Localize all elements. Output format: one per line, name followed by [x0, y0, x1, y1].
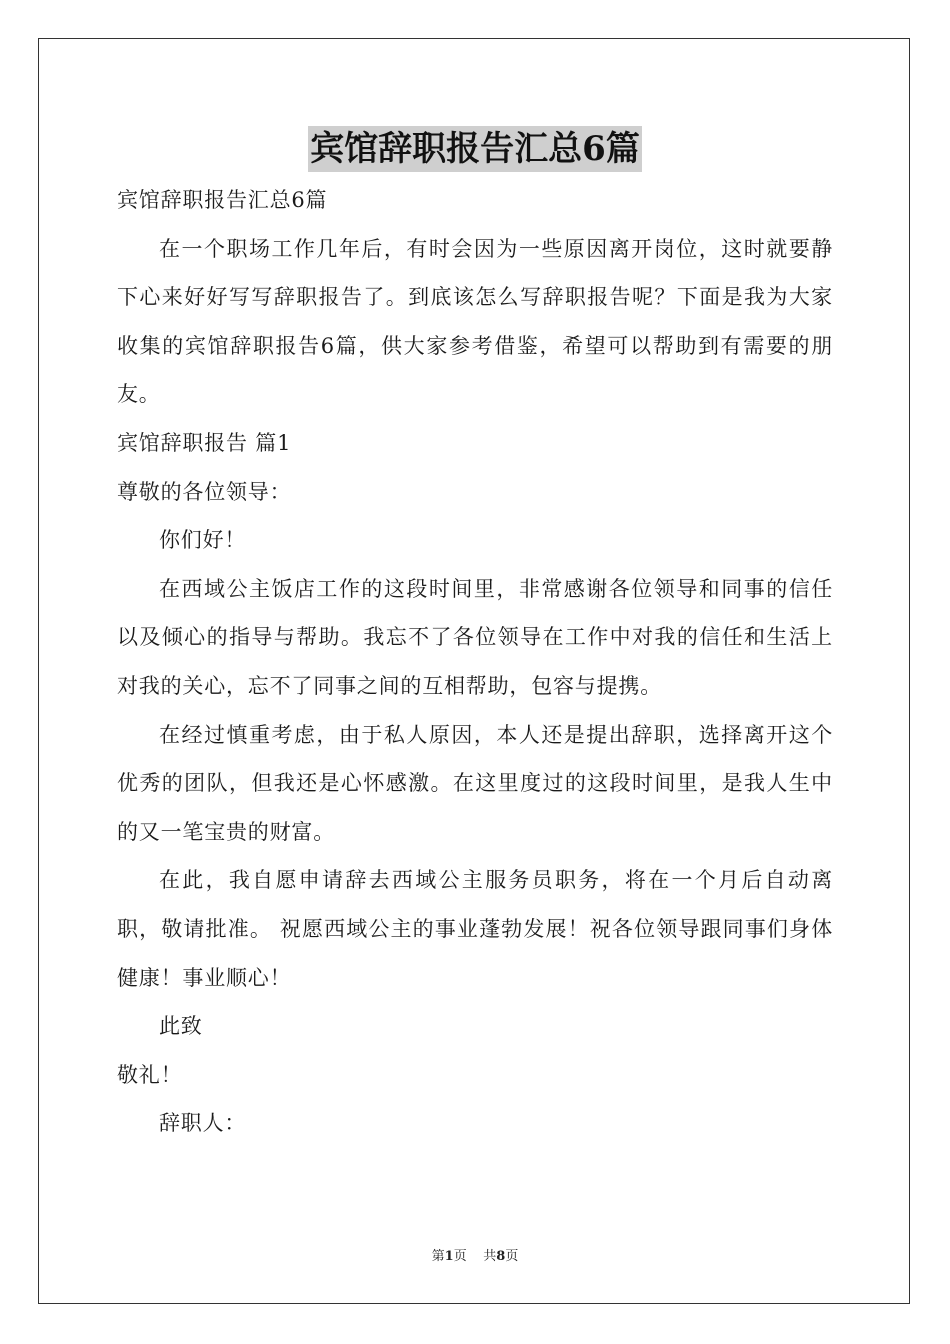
greeting: 你们好！ [159, 528, 247, 553]
body-paragraph: 在经过慎重考虑，由于私人原因，本人还是提出辞职，选择离开这个优秀的团队，但我还是心怀感激。在这里度过的这段时间里，是我人生中的又一笔宝贵的财富。 [117, 722, 833, 844]
intro-paragraph: 在一个职场工作几年后，有时会因为一些原因离开岗位，这时就要静下心来好好写写辞职报告了。到底该怎么写辞职报告呢？下面是我为大家收集的宾馆辞职报告6篇，供大家参考借鉴，希望可以帮助到有需要的朋友。 [117, 236, 833, 407]
body-paragraph: 在西域公主饭店工作的这段时间里，非常感谢各位领导和同事的信任以及倾心的指导与帮助。我忘不了各位领导在工作中对我的信任和生活上对我的关心，忘不了同事之间的互相帮助，包容与提携。 [117, 576, 833, 698]
salutation: 尊敬的各位领导： [117, 479, 292, 504]
total-prefix: 共 [483, 1249, 497, 1264]
signature-line: 辞职人： [159, 1111, 247, 1136]
subtitle-line: 宾馆辞职报告汇总6篇 [117, 188, 328, 212]
closing-salute: 敬礼！ [117, 1062, 183, 1087]
section-heading: 宾馆辞职报告 篇1 [117, 430, 292, 455]
document-title: 宾馆辞职报告汇总6篇 [308, 126, 642, 172]
page-prefix: 第 [431, 1249, 445, 1264]
body-paragraph: 在此，我自愿申请辞去西域公主服务员职务，将在一个月后自动离职，敬请批准。 祝愿西域公主的事业蓬勃发展！祝各位领导跟同事们身体健康！事业顺心！ [117, 868, 833, 990]
page-suffix: 页 [453, 1249, 467, 1264]
document-body [117, 176, 833, 1148]
page-total: 8 [496, 1249, 506, 1264]
page-current: 1 [444, 1249, 454, 1264]
title-container [0, 126, 950, 172]
total-suffix: 页 [505, 1249, 519, 1264]
closing-line: 此致 [159, 1014, 203, 1039]
page-footer [0, 1245, 950, 1264]
